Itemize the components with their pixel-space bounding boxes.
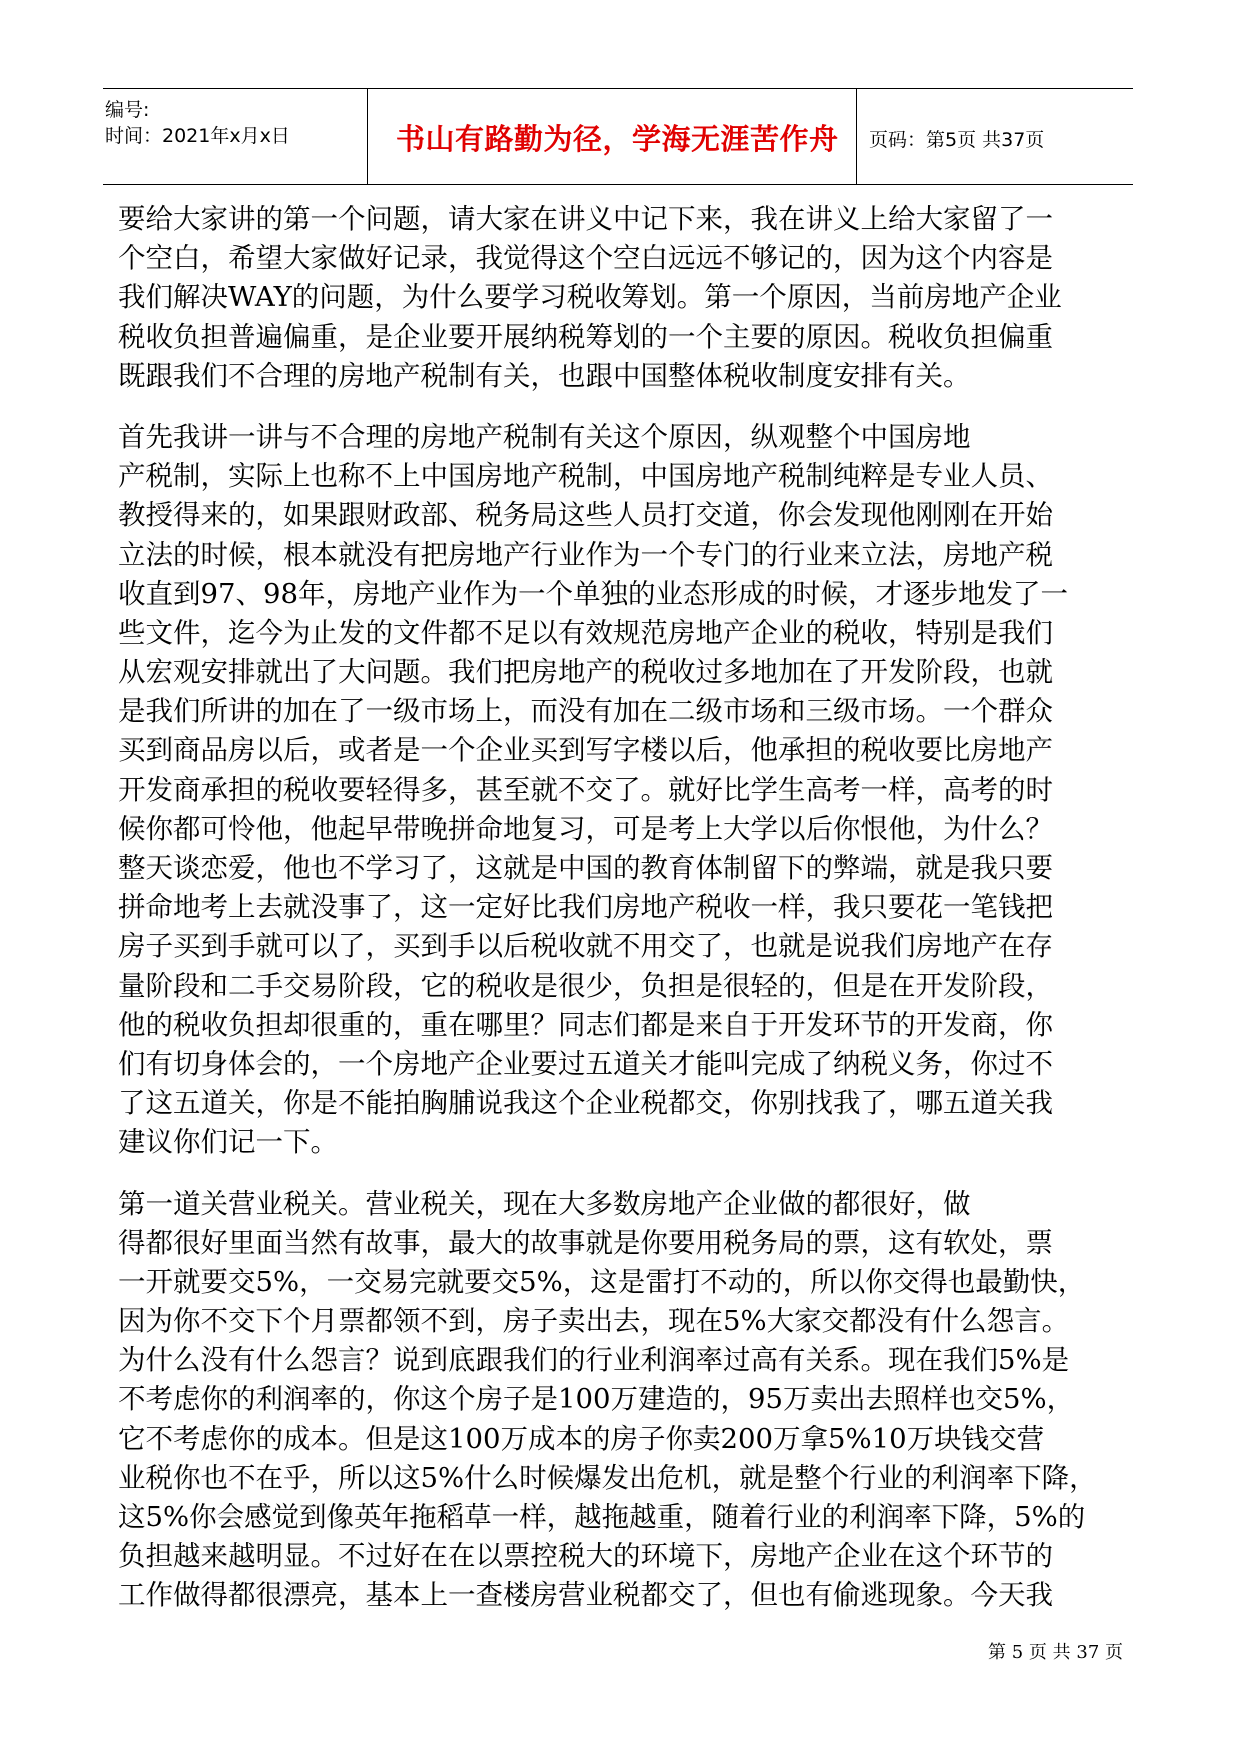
text-line: 些文件，迄今为止发的文件都不足以有效规范房地产企业的税收，特别是我们 [118,616,1053,649]
text-line: 不考虑你的利润率的，你这个房子是100万建造的，95万卖出去照样也交5%， [118,1383,1075,1416]
text-line: 整天谈恋爱，他也不学习了，这就是中国的教育体制留下的弊端，就是我只要 [118,852,1053,884]
text-line: 税收负担普遍偏重，是企业要开展纳税筹划的一个主要的原因。税收负担偏重 [118,320,1053,353]
text-line: 买到商品房以后，或者是一个企业买到写字楼以后，他承担的税收要比房地产 [118,734,1053,767]
document-body [118,200,1118,1616]
text-line: 房子买到手就可以了，买到手以后税收就不用交了，也就是说我们房地产在存 [118,930,1053,963]
text-line: 既跟我们不合理的房地产税制有关，也跟中国整体税收制度安排有关。 [118,359,971,392]
header-page-cell [857,89,1133,184]
text-line: 得都很好里面当然有故事，最大的故事就是你要用税务局的票，这有软处，票 [118,1226,1053,1259]
text-line: 工作做得都很漂亮，基本上一查楼房营业税都交了，但也有偷逃现象。今天我 [118,1579,1053,1612]
paragraph-gap [118,1163,1118,1185]
header-info-cell [103,89,368,184]
text-line: 为什么没有什么怨言？说到底跟我们的行业利润率过高有关系。现在我们5%是 [118,1344,1070,1377]
text-line: 建议你们记一下。 [118,1126,338,1159]
text-line: 第一道关营业税关。营业税关，现在大多数房地产企业做的都很好，做 [118,1187,971,1220]
paragraph-gap [118,396,1118,418]
document-time-label: 时间：2021年x月x日 [105,125,290,147]
text-line: 这5%你会感觉到像英年拖稻草一样，越拖越重，随着行业的利润率下降，5%的 [118,1501,1086,1533]
text-line: 因为你不交下个月票都领不到，房子卖出去，现在5%大家交都没有什么怨言。 [118,1305,1070,1338]
text-line: 们有切身体会的，一个房地产企业要过五道关才能叫完成了纳税义务，你过不 [118,1047,1053,1080]
text-line: 他的税收负担却很重的，重在哪里？同志们都是来自于开发环节的开发商，你 [118,1008,1053,1041]
text-line: 一开就要交5%，一交易完就要交5%，这是雷打不动的，所以你交得也最勤快， [118,1265,1086,1298]
text-line: 产税制，实际上也称不上中国房地产税制，中国房地产税制纯粹是专业人员、 [118,460,1053,493]
text-line: 量阶段和二手交易阶段，它的税收是很少，负担是很轻的，但是在开发阶段， [118,969,1053,1002]
text-line: 我们解决WAY的问题，为什么要学习税收筹划。第一个原因，当前房地产企业 [118,281,1062,314]
text-line: 教授得来的，如果跟财政部、税务局这些人员打交道，你会发现他刚刚在开始 [118,499,1053,532]
page-footer: 第 5 页 共 37 页 [988,1642,1123,1663]
header-page-label: 页码：第5页 共37页 [869,129,1045,151]
text-line: 收直到97、98年，房地产业作为一个单独的业态形成的时候，才逐步地发了一 [118,577,1068,610]
text-line: 从宏观安排就出了大问题。我们把房地产的税收过多地加在了开发阶段，也就 [118,656,1053,689]
text-line: 它不考虑你的成本。但是这100万成本的房子你卖200万拿5%10万块钱交营 [118,1422,1045,1455]
text-line: 首先我讲一讲与不合理的房地产税制有关这个原因，纵观整个中国房地 [118,420,971,453]
text-line: 是我们所讲的加在了一级市场上，而没有加在二级市场和三级市场。一个群众 [118,695,1053,728]
header-table [103,88,1133,185]
text-line: 立法的时候，根本就没有把房地产行业作为一个专门的行业来立法，房地产税 [118,538,1053,571]
motto-text: 书山有路勤为径，学海无涯苦作舟 [396,122,839,156]
text-line: 要给大家讲的第一个问题，请大家在讲义中记下来，我在讲义上给大家留了一 [118,203,1053,235]
text-line: 负担越来越明显。不过好在在以票控税大的环境下，房地产企业在这个环节的 [118,1540,1053,1573]
text-line: 业税你也不在乎，所以这5%什么时候爆发出危机，就是整个行业的利润率下降， [118,1461,1097,1494]
header-motto-cell [368,89,857,184]
text-line: 候你都可怜他，他起早带晚拼命地复习，可是考上大学以后你恨他，为什么？ [118,812,1053,845]
text-line: 了这五道关，你是不能拍胸脯说我这个企业税都交，你别找我了，哪五道关我 [118,1087,1053,1120]
document-number-label: 编号: [105,99,150,121]
text-line: 个空白，希望大家做好记录，我觉得这个空白远远不够记的，因为这个内容是 [118,242,1053,275]
text-line: 拼命地考上去就没事了，这一定好比我们房地产税收一样，我只要花一笔钱把 [118,891,1053,924]
text-line: 开发商承担的税收要轻得多，甚至就不交了。就好比学生高考一样，高考的时 [118,773,1053,806]
